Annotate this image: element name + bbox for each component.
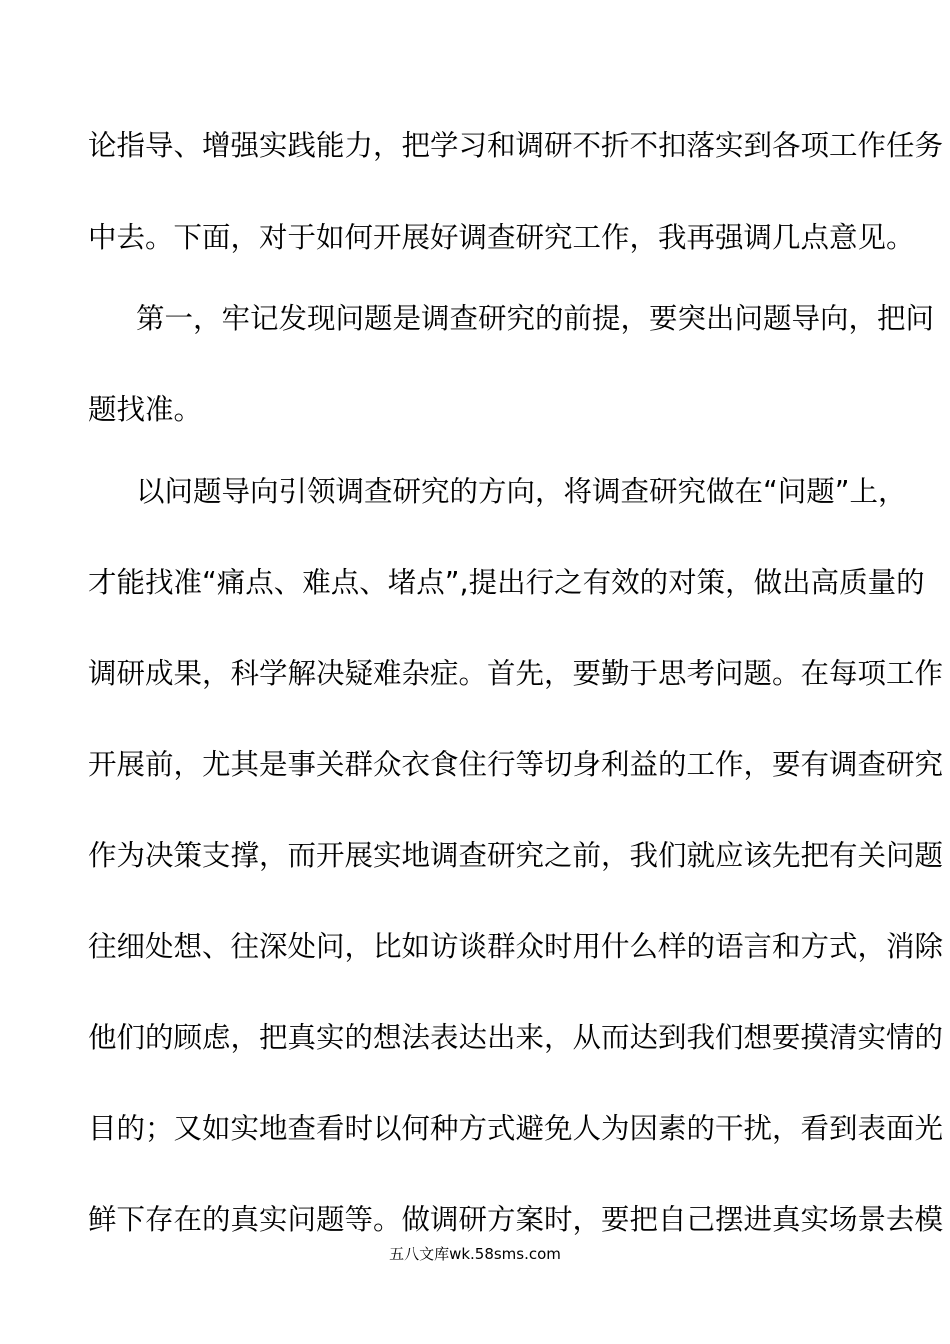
text-line-13: 鲜下存在的真实问题等。做调研方案时，要把自己摆进真实场景去模 (88, 1203, 944, 1236)
text-line-8: 开展前，尤其是事关群众衣食住行等切身利益的工作，要有调查研究 (88, 748, 944, 781)
text-line-10: 往细处想、往深处问，比如访谈群众时用什么样的语言和方式，消除 (88, 930, 944, 963)
text-line-11: 他们的顾虑，把真实的想法表达出来，从而达到我们想要摸清实情的 (88, 1021, 944, 1054)
text-line-4: 题找准。 (88, 393, 203, 426)
text-line-5: 以问题导向引领调查研究的方向，将调查研究做在“问题”上， (136, 475, 907, 508)
text-line-1: 论指导、增强实践能力，把学习和调研不折不扣落实到各项工作任务 (88, 129, 944, 162)
text-line-2: 中去。下面，对于如何开展好调查研究工作，我再强调几点意见。 (88, 221, 915, 254)
text-line-3: 第一，牢记发现问题是调查研究的前提，要突出问题导向，把问 (136, 302, 935, 335)
footer-watermark: 五八文库wk.58sms.com (389, 1245, 561, 1263)
text-line-7: 调研成果，科学解决疑难杂症。首先，要勤于思考问题。在每项工作 (88, 657, 944, 690)
text-line-12: 目的；又如实地查看时以何种方式避免人为因素的干扰，看到表面光 (88, 1112, 944, 1145)
text-line-6: 才能找准“痛点、难点、堵点”,提出行之有效的对策，做出高质量的 (88, 566, 925, 599)
text-line-9: 作为决策支撑，而开展实地调查研究之前，我们就应该先把有关问题 (88, 839, 944, 872)
